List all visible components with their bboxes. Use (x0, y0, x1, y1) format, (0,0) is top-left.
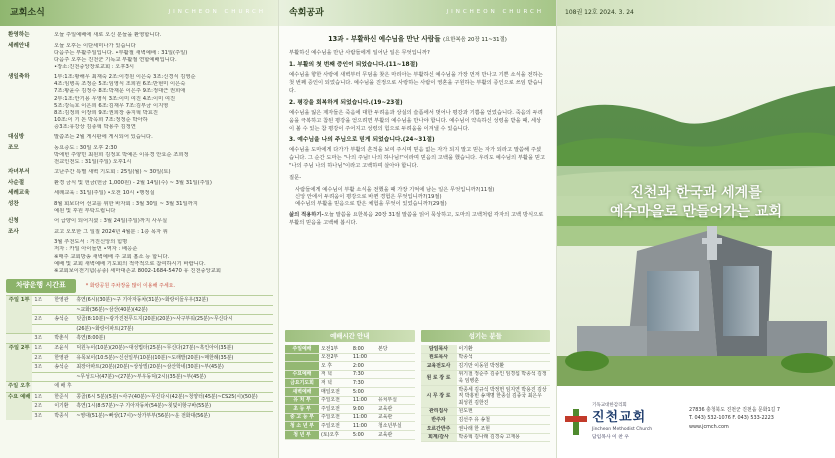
news-item (8, 239, 270, 275)
schedule-route: ~교화(36분)~삼산(40분)(42분) (74, 305, 273, 315)
news-line: 고난주간 특별 새벽 기도회 : 25일(월) ~ 30일(토) (54, 169, 171, 176)
news-subtitle: JINCHEON CHURCH (168, 9, 266, 16)
servant-row (421, 433, 551, 442)
sermon-title-text: 13과 - 부활하신 예수님을 만난 사람들 (328, 35, 441, 43)
news-line: ※매주 교회방송 새벽예배 주 교회 홈소 등 합니다. (54, 253, 170, 260)
news-line: 전교인전도 : 31일(주일) 오후1시 (54, 159, 132, 166)
apply-text: 오늘 말씀을 요한복음 20장 31절 말씀을 읽어 묵상하고, 도마의 고백처럼 각자의 고백 방식으로 부활의 믿음을 고백해 봅시다. (289, 212, 544, 227)
worship-when: 주일오전 (319, 413, 351, 422)
schedule-row (6, 402, 273, 412)
worship-row (285, 405, 415, 414)
schedule-title: 차량운행 시간표 (6, 279, 76, 292)
church-name-en: Jincheon Methodist Church (592, 426, 653, 432)
schedule-route-no (32, 305, 52, 315)
news-line: 1부:1조:황해우 최재숙 2조:이경원 이은숙 3조:신경식 김영순 (54, 74, 196, 81)
schedule-route-no (32, 372, 52, 382)
news-header (0, 0, 278, 26)
news-item (8, 145, 270, 166)
worship-when: 오 후 (319, 362, 351, 371)
servant-names: 박종석 (457, 353, 551, 362)
schedule-driver: 송석순 (52, 315, 74, 325)
news-line: ※교회보이전기념(공종) 세마대손교 8002-1684-5470 유 진천중앙교회 (54, 267, 222, 274)
questions-label: 질문- (289, 175, 302, 182)
worship-row (285, 353, 415, 362)
schedule-route-no: 3조 (32, 363, 52, 373)
panel-lesson (279, 0, 557, 458)
schedule-week: 주일 오후 (6, 382, 32, 392)
worship-place (376, 362, 414, 371)
news-item-label: 신청 (8, 218, 19, 225)
servant-row (421, 353, 551, 362)
servant-row (421, 370, 551, 385)
schedule-note: * 화랑공원 주차장을 많이 이용해 주세요. (85, 282, 176, 289)
news-item (8, 43, 270, 72)
servant-names: 위기철 정순주 김종인 임경섭 박종석 김정욱 임병훈 (457, 370, 551, 385)
servant-role: 시 무 장 로 (421, 386, 457, 408)
news-item-body (54, 229, 270, 237)
worship-time: 8:00 (351, 345, 376, 353)
worship-row (285, 413, 415, 422)
news-item-body (54, 201, 270, 215)
sermon-point-body: 예수님을 도마에게 다가가 부활의 흔적을 보여 주시며 믿음 없는 자가 되지 말고 믿는 자가 되라고 말씀해 주셨습니다. 그 순간 도마는 "나의 주님! 나의 하나님!"이라며 믿음의 고백을 했습니다. 우리도 예수님의 부활을 믿고 "나의 주님 나의 하나님"이라고 고백하며 살아야 합니다. (289, 147, 546, 170)
news-item-body (54, 134, 270, 142)
schedule-driver: 송석순 (52, 363, 74, 373)
news-line: 10조:이 기 돈 박옥희 7조:정정순 박아하 (54, 116, 148, 123)
news-item-body (54, 169, 270, 177)
worship-name (285, 362, 319, 371)
schedule-route-no: 3조 (32, 334, 52, 344)
schedule-row (6, 343, 273, 353)
worship-times-box (285, 330, 415, 442)
schedule-route-no: 2조 (32, 353, 52, 363)
news-item (8, 74, 270, 131)
sermon-point-heading (289, 137, 546, 145)
worship-name: 수요예배 (285, 370, 319, 379)
servant-row (421, 407, 551, 416)
servant-row (421, 345, 551, 353)
news-item-label: 생일축하 (8, 74, 30, 81)
worship-time: 11:00 (351, 422, 376, 431)
senior-pastor: 담임목사 이 찬 우 (592, 434, 630, 440)
servant-names: 박종세 김규석 박정헌 임지연 박용진 김상직 박홍빈 송재명 한종실 김종국 최은우 최성원 김한진 (457, 386, 551, 408)
news-item (8, 218, 270, 226)
schedule-row (6, 392, 273, 402)
schedule-route-no (32, 324, 52, 334)
schedule-route (74, 382, 273, 392)
info-boxes (279, 330, 556, 442)
schedule-route: 휴연(6시)(30분)~구 기아자동차(31분)~화랑이들우우(32분) (74, 295, 273, 305)
worship-name: 청 소 년 부 (285, 422, 319, 431)
news-item-body (54, 190, 270, 198)
schedule-route: 덧골(8:10분)~광가진천푸드지(20분)(20분)~사구부워(25분)~무신다시 (74, 315, 273, 325)
worship-name (285, 353, 319, 362)
servant-role: 오르간반주 (421, 425, 457, 434)
servant-row (421, 362, 551, 371)
address: 27836 충청북도 진천군 진천읍 문화1길 7 (689, 407, 780, 413)
news-item-label: 성찬 (8, 200, 19, 207)
schedule-driver: 조윤식 (52, 343, 74, 353)
servant-names: 권나래 한 조현 (457, 425, 551, 434)
worship-time: 7:30 (351, 370, 376, 379)
sermon-point-title: 3. 예수님을 나의 주님으로 믿게 되었습니다. (289, 137, 403, 144)
apply-block (289, 212, 546, 228)
worship-when: (토)오후 (319, 431, 351, 440)
slogan-line-2: 예수마을로 만들어가는 교회 (609, 203, 783, 220)
news-line: 오늘 주일예배에 새로 오신 분들을 환영합니다. (54, 32, 162, 38)
news-item-body (54, 145, 270, 166)
news-line: 어 급양이 되어지셨 : 3월 24일(주일)까지 사무실 (54, 218, 168, 225)
news-line: 오늘 오후는 이단세미나가 있습니다 (54, 42, 136, 49)
schedule-driver (52, 372, 74, 382)
slogan-line-1: 진천과 한국과 세계를 (630, 185, 762, 201)
news-line: 저자 : 카일 아이들먼 •역자 : 배응준 (54, 246, 138, 253)
servant-names: 이기환 (457, 345, 551, 353)
sermon-reference: (요한복음 20장 11~31절) (442, 37, 507, 43)
cover-image (557, 26, 835, 386)
worship-when: 주일오전 (319, 396, 351, 405)
issue-number: 108권 12호 2024. 3. 24 (565, 8, 634, 16)
worship-place: 유치부실 (376, 396, 414, 405)
news-item (8, 229, 270, 237)
news-item-label: 조사 (8, 228, 19, 235)
news-item (8, 32, 270, 40)
worship-name: 금요기도회 (285, 379, 319, 388)
sermon-point-body: 예수님을 향한 사랑에 새벽부터 무덤을 찾은 마리아는 부활하신 예수님을 가장 먼저 만나고 기쁜 소식을 전하는 첫 번째 증인이 되었습니다. 예수님을 진정으로 사랑하는 사람이 영혼을 구원하는 부활의 증인으로 쓰임 받습니다. (289, 72, 543, 94)
news-line: 동요증도 : 30일 오후 2:30 (54, 144, 117, 151)
worship-time: 11:00 (351, 413, 376, 422)
question-item: 사람들에게 예수님이 부활 소식을 전했을 때 가장 기억에 남는 일은 무엇입니까?(11절) (295, 187, 495, 194)
worship-when: 오전2부 (319, 353, 351, 362)
schedule-week: 주일 1부 (6, 295, 32, 333)
sermon-point-heading (289, 62, 546, 70)
worship-name: 주일예배 (285, 345, 319, 353)
church-name: 진천교회 (592, 409, 647, 425)
question-item: 신앙 안에서 두려움이 평강으로 바뀐 경험은 무엇입니까?(19절) (295, 194, 442, 201)
schedule-route: 최장아파트(20분)(20분)~상상빌(20분)~삼산학네(30분)~부(45분) (74, 363, 273, 373)
lesson-subtitle: JINCHEON CHURCH (446, 9, 544, 16)
worship-place: 교육관 (376, 413, 414, 422)
news-item (8, 201, 270, 215)
panel-cover (557, 0, 835, 458)
news-line: 8월 회보다어 선교를 위한 바자회 : 3월 30일 ~ 3월 31일까지 (54, 200, 198, 207)
schedule-week: 주일 2부 (6, 343, 32, 381)
schedule-route-no: 3조 (32, 411, 52, 420)
servants-box (421, 330, 551, 442)
panel-church-news (0, 0, 279, 458)
worship-name: 새벽예배 (285, 388, 319, 397)
schedule-route: 유목보이(10:5분)~신선일부(10분)(10분)~도래발(20분)~매한례(35분) (74, 353, 273, 363)
news-line: 다음주는 부활주일입니다. •부활절 새벽예배 : 31일(주일) (54, 49, 188, 56)
news-item-label: 사순절 (8, 179, 25, 186)
worship-place: 교육관 (376, 405, 414, 414)
news-line: 교고 오모한 그 일질 2024년 4월분 : 1층 목자 위 (54, 228, 168, 235)
schedule-driver: 한준식 (52, 392, 74, 402)
news-item-label: 자녀부서 (8, 169, 30, 176)
schedule-route: 흑연(8:00분) (74, 334, 273, 344)
sermon-point-body: 예수님을 잃은 제자들은 죽음에 대한 두려움과 상실의 슬픔에서 벗어나 평강과 기쁨을 얻었습니다. 죽음의 두려움을 극복하고 참된 평강을 얻으려면 부활의 예수님을 만나야 합니다. 예수님이 약속하신 성령을 받을 때, 세상이 볼 수 있는 참 평강이 주어지고 성령의 힘으로 두려움을 이겨낼 수 있습니다. (289, 109, 543, 132)
worship-time: 11:00 (351, 396, 376, 405)
schedule-row (6, 305, 273, 315)
worship-when: 주일오전 (319, 405, 351, 414)
news-line: 5조:강득호 이은희 6조:김재우 7조:김부금 이지영 (54, 102, 169, 109)
schedule-header (6, 279, 272, 293)
news-line: 증3조:유강상 김종혁 박용주 김정연 (54, 124, 136, 131)
schedule-row (6, 372, 273, 382)
worship-row (285, 379, 415, 388)
news-item (8, 190, 270, 198)
schedule-route: 덕원누이(10분)(20분)~대성법타(25분)~무신다(27분)~흑인아이(35분) (74, 343, 273, 353)
church-logo (565, 396, 683, 448)
servant-role: 교육전도사 (421, 362, 457, 371)
contact-info (689, 396, 827, 448)
sermon-point-title: 1. 부활의 첫 번째 증인이 되었습니다. (289, 62, 386, 69)
worship-row (285, 431, 415, 440)
news-item (8, 180, 270, 188)
schedule-route: ~영대(51분)~빠상(17시)~상가부부(56분)~운 전화대(56분) (74, 411, 273, 420)
worship-when: 저 녁 (319, 370, 351, 379)
news-item-label: 조모 (8, 144, 19, 151)
vehicle-schedule-table (6, 295, 273, 420)
schedule-week: 수요 예배 (6, 392, 32, 420)
schedule-driver (52, 305, 74, 315)
apply-label: 삶의 적용하기- (289, 212, 324, 219)
news-title: 교회소식 (10, 7, 45, 18)
worship-row (285, 362, 415, 371)
worship-row (285, 388, 415, 397)
schedule-row (6, 411, 273, 420)
servant-row (421, 416, 551, 425)
worship-place (376, 379, 414, 388)
servant-role: 담임목사 (421, 345, 457, 353)
news-list (0, 26, 278, 275)
news-line: 세례교육 : 31일(주일) •오전 10시 •행정실 (54, 190, 155, 197)
schedule-row (6, 382, 273, 392)
schedule-row (6, 324, 273, 334)
worship-time: 5:00 (351, 388, 376, 397)
servants-table (421, 345, 551, 442)
worship-when: 저 녁 (319, 379, 351, 388)
news-line: 예배 및 교회 새벽예배 기도회의 적극적으로 참여하시기 바랍니다. (54, 260, 206, 267)
schedule-driver (52, 324, 74, 334)
servant-role: 원로목사 (421, 353, 457, 362)
news-line: 4조:임병욱 조정순 5조:임영식 조희원 6조:반현미 이은숙 (54, 81, 186, 88)
worship-place: 본당 (376, 345, 414, 353)
news-item-label: 환영하는 (8, 32, 30, 38)
news-line: 말씀조는 2월 게시판에 게시되어 있습니다. (54, 134, 153, 141)
servant-row (421, 425, 551, 434)
news-line: 7조:황윤수 김정수 8조:박재운 이은주 9조:정대근 권희애 (54, 88, 186, 95)
question-item: 예수님의 부활을 믿음으로 받은 체험을 무엇이 있었습니까?(29절) (295, 201, 447, 208)
servant-role: 원 로 장 로 (421, 370, 457, 385)
phone-fax: T. 043) 532-1076 F. 043) 533-2223 (689, 415, 774, 422)
schedule-route-no: 1조 (32, 343, 52, 353)
worship-place (376, 353, 414, 362)
schedule-driver: 박춘식 (52, 334, 74, 344)
worship-place: 청소년부실 (376, 422, 414, 431)
news-item (8, 134, 270, 142)
schedule-row (6, 315, 273, 325)
servant-role: 반주자 (421, 416, 457, 425)
schedule-route-no: 1조 (32, 295, 52, 305)
servants-title: 섬기는 분들 (421, 330, 551, 342)
worship-time: 7:30 (351, 379, 376, 388)
lesson-header (279, 0, 556, 26)
servant-role: 회계/감사 (421, 433, 457, 442)
worship-place (376, 388, 414, 397)
cover-slogan (557, 184, 835, 222)
worship-time: 11:00 (351, 353, 376, 362)
news-line: 예원 및 후원 부탁드립니다 (54, 207, 116, 214)
sermon-point-ref: (24~31절) (402, 137, 435, 144)
worship-when: 오전1부 (319, 345, 351, 353)
schedule-route: 흑연(1시(8:57분)~구 기아자동차(54분)~칫덫이항구바(55분) (74, 402, 273, 412)
news-item-body (54, 74, 270, 131)
schedule-week (6, 334, 32, 344)
worship-row (285, 370, 415, 379)
website-link[interactable]: www.jcmch.com (689, 423, 729, 430)
worship-place (376, 370, 414, 379)
news-item-label: 세례안내 (8, 42, 30, 49)
schedule-row (6, 295, 273, 305)
issue-bar (557, 0, 835, 26)
schedule-route: (26분)~화랑이파트(27분) (74, 324, 273, 334)
schedule-driver: 에 배 후 (52, 382, 74, 392)
schedule-route: ~무성드나(47분)~(27분)~부우동덕(2시)(35분)~부(45분) (74, 372, 273, 382)
news-item-body (54, 43, 270, 72)
schedule-driver: 이기환 (52, 402, 74, 412)
worship-times-table (285, 345, 415, 440)
church-footer (557, 386, 835, 458)
sermon-point-ref: (11~18절) (385, 62, 418, 69)
worship-times-title: 예배시간 안내 (285, 330, 415, 342)
worship-name: 청 년 부 (285, 431, 319, 440)
worship-name: 초 등 부 (285, 405, 319, 414)
schedule-route-no (32, 382, 52, 392)
worship-row (285, 345, 415, 353)
servant-names: 김선주 유 송철 (457, 416, 551, 425)
schedule-route: 콩골(6시 5분)(5분)~사구(40분)~무신다시(42분)~청양터(45분)~CS25(시)(50분) (74, 392, 273, 402)
schedule-row (6, 353, 273, 363)
schedule-driver: 한영관 (52, 353, 74, 363)
sermon-point-heading (289, 100, 546, 108)
sermon-point-ref: (19~23절) (370, 99, 403, 106)
schedule-driver: 박종식 (52, 411, 74, 420)
worship-name: 중 고 등 부 (285, 413, 319, 422)
worship-place: 교육관 (376, 431, 414, 440)
schedule-route-no: 2조 (32, 315, 52, 325)
news-item-label: 대심방 (8, 134, 25, 141)
worship-row (285, 422, 415, 431)
worship-time: 2:00 (351, 362, 376, 371)
news-line: 3월 추천도서 : 거진신앙의 힘명 (54, 239, 128, 246)
lesson-title: 속회공과 (289, 7, 324, 18)
worship-time: 9:00 (351, 405, 376, 414)
news-line: 8조:김정희 이장희 9조:권희장 송지혁 박효진 (54, 109, 159, 116)
worship-when: 매일오전 (319, 388, 351, 397)
news-item-body (54, 180, 270, 188)
worship-row (285, 396, 415, 405)
sermon-point-title: 2. 평강을 회복하게 되었습니다. (289, 99, 371, 106)
news-item-body (54, 32, 270, 40)
sermon-body (279, 50, 556, 228)
news-line: 환경 금식 및 헌금(헌금 1,000원) - 2월 14일(수) ~ 3월 31일(주일) (54, 179, 212, 186)
news-line: 박에빈 주양민 최원희 김정호 박예은 이유경 안요순 조희정 (54, 151, 189, 158)
news-line: •장소:진천중앙장로교회 : 오후3시 (54, 63, 134, 70)
servant-names: 김기만 이동원 박정환 (457, 362, 551, 371)
sermon-intro: 부활하신 예수님을 만난 사람들에게 일어난 일은 무엇입니까? (289, 50, 430, 57)
servant-names: 원도현 (457, 407, 551, 416)
methodist-cross-icon (565, 409, 587, 435)
schedule-row (6, 334, 273, 344)
news-item (8, 169, 270, 177)
news-line: 다음주 오후는 진천군 기독교 부활절 연합예배입니다. (54, 56, 177, 63)
sermon-title (279, 35, 556, 44)
servant-row (421, 386, 551, 408)
news-item-body (54, 218, 270, 226)
worship-when: 주일오전 (319, 422, 351, 431)
news-line: 2부:1조:안기용 우영식 3조:이미 여진 4조:이미 여진 (54, 95, 176, 102)
schedule-route-no: 1조 (32, 392, 52, 402)
servant-role: 관리집사 (421, 407, 457, 416)
news-item-body (54, 239, 270, 275)
schedule-route-no: 2조 (32, 402, 52, 412)
denomination: 기독교대한감리회 (592, 402, 627, 408)
news-item-label: 세례교육 (8, 190, 30, 197)
schedule-driver: 한영관 (52, 295, 74, 305)
schedule-row (6, 363, 273, 373)
servant-names: 박종혁 김나래 김경숙 고재용 (457, 433, 551, 442)
worship-time: 5:00 (351, 431, 376, 440)
news-item-label (8, 239, 54, 275)
worship-name: 유 치 부 (285, 396, 319, 405)
